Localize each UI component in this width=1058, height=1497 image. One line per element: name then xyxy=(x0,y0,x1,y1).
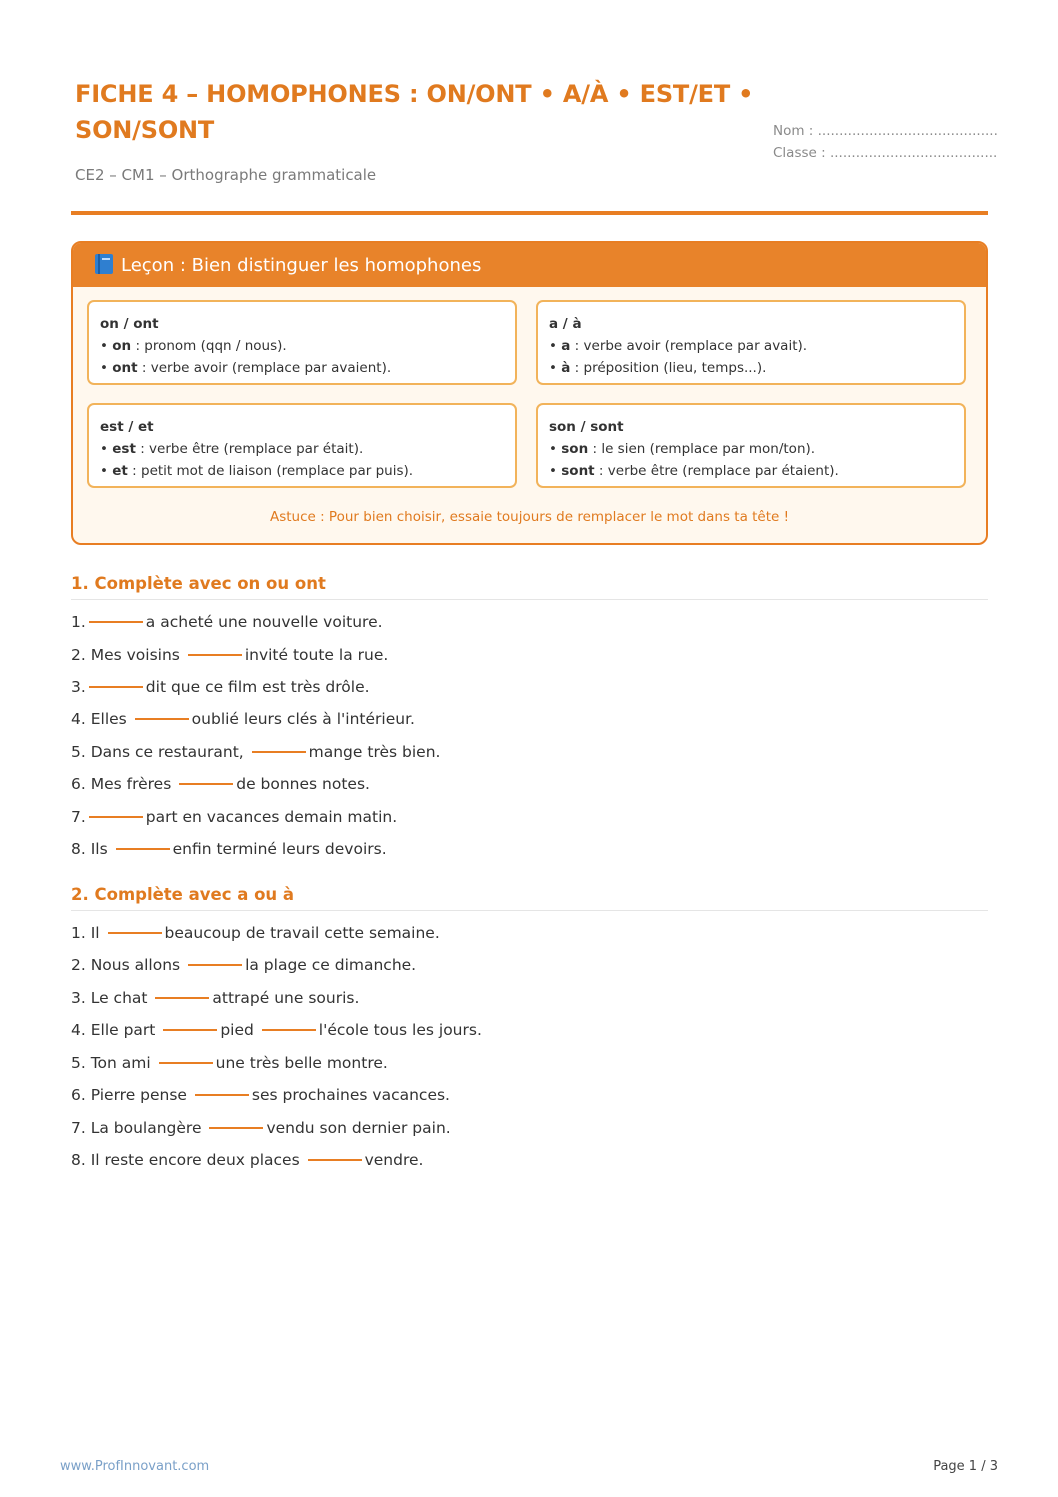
exercise-item: 4. Elles oublié leurs clés à l'intérieur. xyxy=(71,710,415,728)
answer-blank[interactable] xyxy=(89,685,143,688)
exercise-item: 8. Ils enfin terminé leurs devoirs. xyxy=(71,840,387,858)
card-line: • a : verbe avoir (remplace par avait). xyxy=(549,338,808,354)
answer-blank[interactable] xyxy=(188,653,242,656)
card-line: • on : pronom (qqn / nous). xyxy=(100,338,287,354)
answer-blank[interactable] xyxy=(116,847,170,850)
card-line: • à : préposition (lieu, temps...). xyxy=(549,360,767,376)
exercise-item: 1. Il beaucoup de travail cette semaine. xyxy=(71,924,440,942)
answer-blank[interactable] xyxy=(163,1028,217,1031)
exercise-item: 6. Mes frères de bonnes notes. xyxy=(71,775,370,793)
exercise-item: 3. Le chat attrapé une souris. xyxy=(71,989,360,1007)
answer-blank[interactable] xyxy=(252,750,306,753)
blue-book-icon xyxy=(95,254,113,274)
class-field: Classe : ....................................... xyxy=(773,145,998,161)
lesson-title: Leçon : Bien distinguer les homophones xyxy=(121,255,482,276)
answer-blank[interactable] xyxy=(188,963,242,966)
answer-blank[interactable] xyxy=(209,1126,263,1129)
card-line: • son : le sien (remplace par mon/ton). xyxy=(549,441,816,457)
card-line: • et : petit mot de liaison (remplace par puis). xyxy=(100,463,414,479)
exercise-item: 1. a acheté une nouvelle voiture. xyxy=(71,613,383,631)
card-line: • est : verbe être (remplace par était). xyxy=(100,441,364,457)
lesson-header xyxy=(73,243,986,287)
exercise-item: 2. Nous allons la plage ce dimanche. xyxy=(71,956,417,974)
header-divider xyxy=(71,211,988,215)
exercise-item: 4. Elle part pied l'école tous les jours. xyxy=(71,1021,482,1039)
answer-blank[interactable] xyxy=(108,931,162,934)
card-son-sont xyxy=(536,403,966,488)
section-1-title: 1. Complète avec on ou ont xyxy=(71,574,988,600)
name-field: Nom : .......................................... xyxy=(773,123,998,139)
card-est-et xyxy=(87,403,517,488)
card-a-a xyxy=(536,300,966,385)
card-on-ont xyxy=(87,300,517,385)
exercise-item: 7. La boulangère vendu son dernier pain. xyxy=(71,1119,451,1137)
answer-blank[interactable] xyxy=(308,1158,362,1161)
page-number: Page 1 / 3 xyxy=(933,1459,998,1474)
footer-site-link[interactable]: www.ProfInnovant.com xyxy=(60,1459,210,1474)
exercise-item: 6. Pierre pense ses prochaines vacances. xyxy=(71,1086,450,1104)
card-line: • ont : verbe avoir (remplace par avaient). xyxy=(100,360,392,376)
answer-blank[interactable] xyxy=(89,815,143,818)
exercise-item: 8. Il reste encore deux places vendre. xyxy=(71,1151,424,1169)
card-heading: a / à xyxy=(549,316,582,332)
card-heading: est / et xyxy=(100,419,154,435)
page-subtitle: CE2 – CM1 – Orthographe grammaticale xyxy=(75,166,377,184)
exercise-item: 3. dit que ce film est très drôle. xyxy=(71,678,370,696)
answer-blank[interactable] xyxy=(155,996,209,999)
student-info xyxy=(773,120,998,164)
page-title: FICHE 4 – HOMOPHONES : ON/ONT • A/À • EST/ET • SON/SONT xyxy=(75,80,754,144)
exercise-item: 7. part en vacances demain matin. xyxy=(71,808,398,826)
card-heading: on / ont xyxy=(100,316,159,332)
card-heading: son / sont xyxy=(549,419,624,435)
exercise-item: 5. Ton ami une très belle montre. xyxy=(71,1054,388,1072)
answer-blank[interactable] xyxy=(135,717,189,720)
card-line: • sont : verbe être (remplace par étaient). xyxy=(549,463,839,479)
answer-blank[interactable] xyxy=(179,782,233,785)
answer-blank[interactable] xyxy=(262,1028,316,1031)
answer-blank[interactable] xyxy=(159,1061,213,1064)
exercise-item: 5. Dans ce restaurant, mange très bien. xyxy=(71,743,441,761)
answer-blank[interactable] xyxy=(195,1093,249,1096)
lesson-tip: Astuce : Pour bien choisir, essaie toujours de remplacer le mot dans ta tête ! xyxy=(269,509,790,525)
lesson-box xyxy=(71,241,988,545)
section-2-title: 2. Complète avec a ou à xyxy=(71,885,988,911)
exercise-item: 2. Mes voisins invité toute la rue. xyxy=(71,646,389,664)
answer-blank[interactable] xyxy=(89,620,143,623)
